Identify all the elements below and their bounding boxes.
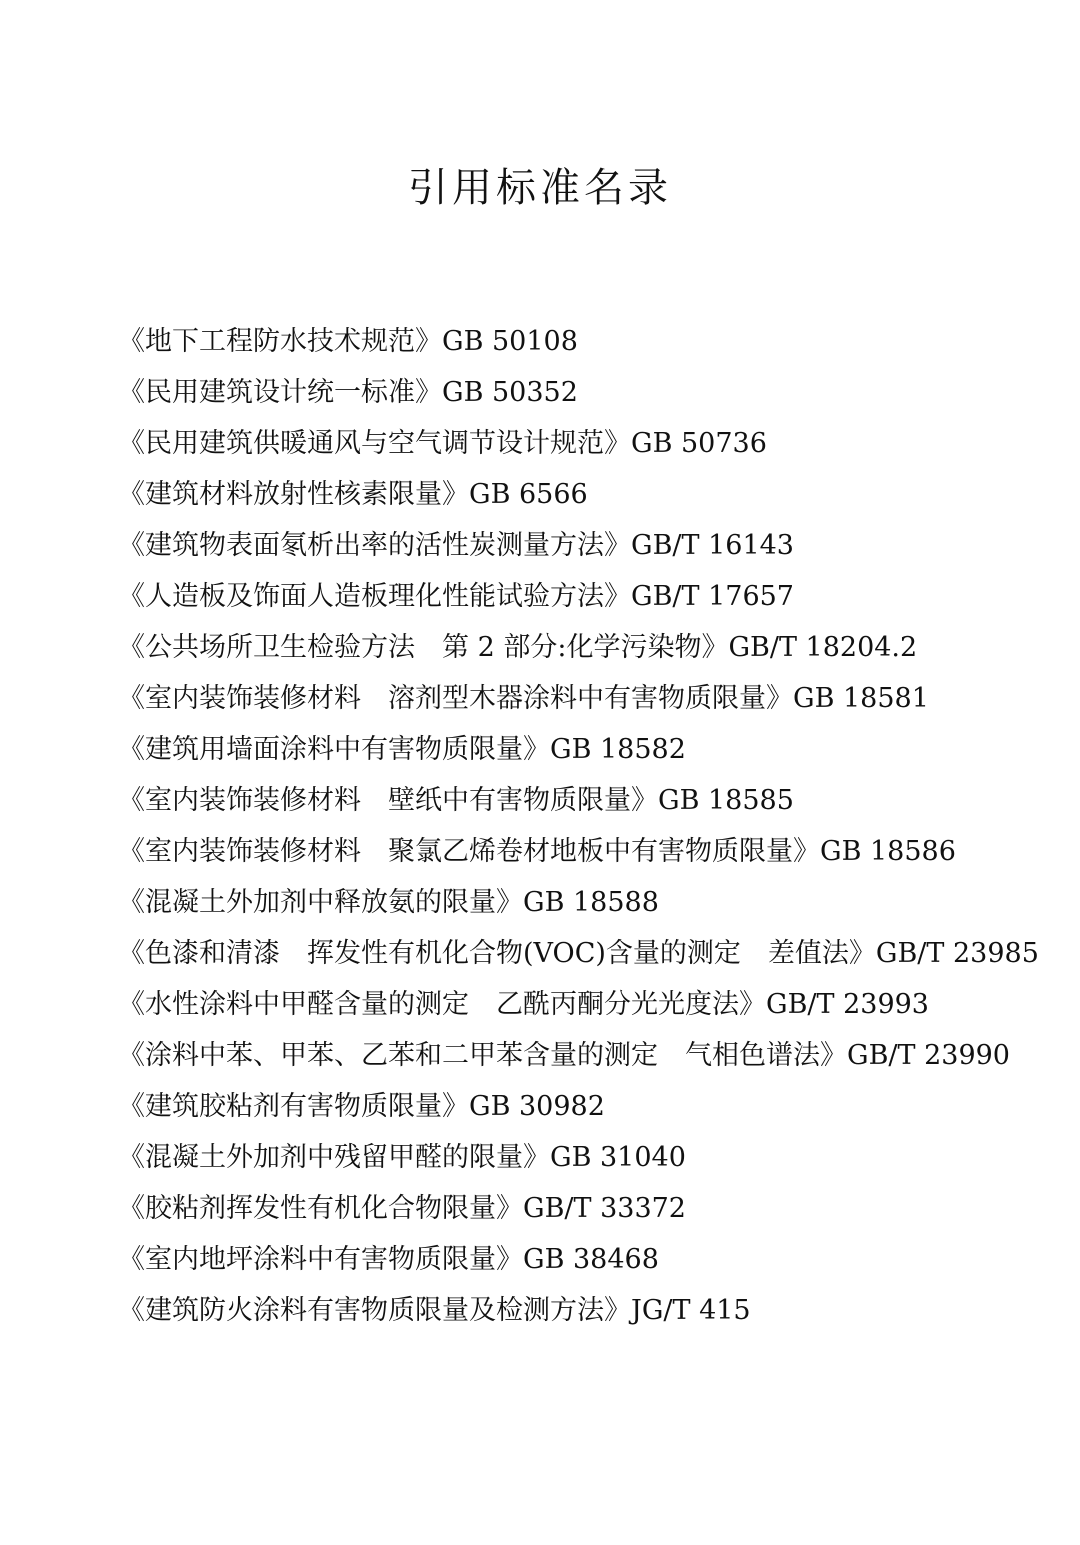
reference-item: [88, 1030, 1040, 1081]
reference-item: [88, 928, 1040, 979]
reference-item: [88, 571, 1040, 622]
reference-item: [88, 1234, 1040, 1285]
reference-item: [88, 1285, 1040, 1336]
reference-item: [88, 979, 1040, 1030]
reference-text: 《涂料中苯、甲苯、乙苯和二甲苯含量的测定 气相色谱法》GB/T 23990: [118, 1040, 1010, 1071]
reference-text: 《民用建筑设计统一标准》GB 50352: [118, 377, 578, 408]
reference-text: 《室内地坪涂料中有害物质限量》GB 38468: [118, 1244, 659, 1275]
reference-text: 《建筑物表面氡析出率的活性炭测量方法》GB/T 16143: [118, 530, 794, 561]
reference-item: [88, 1132, 1040, 1183]
reference-item: [88, 826, 1040, 877]
reference-text: 《公共场所卫生检验方法 第 2 部分:化学污染物》GB/T 18204.2: [118, 632, 918, 663]
reference-item: [88, 367, 1040, 418]
reference-text: 《建筑防火涂料有害物质限量及检测方法》JG/T 415: [118, 1295, 751, 1326]
reference-text: 《建筑材料放射性核素限量》GB 6566: [118, 479, 588, 510]
reference-text: 《人造板及饰面人造板理化性能试验方法》GB/T 17657: [118, 581, 794, 612]
reference-text: 《室内装饰装修材料 壁纸中有害物质限量》GB 18585: [118, 785, 794, 816]
reference-item: [88, 673, 1040, 724]
reference-text: 《建筑用墙面涂料中有害物质限量》GB 18582: [118, 734, 686, 765]
reference-text: 《混凝土外加剂中残留甲醛的限量》GB 31040: [118, 1142, 686, 1173]
reference-item: [88, 1183, 1040, 1234]
reference-text: 《室内装饰装修材料 聚氯乙烯卷材地板中有害物质限量》GB 18586: [118, 836, 956, 867]
reference-item: [88, 724, 1040, 775]
reference-item: [88, 775, 1040, 826]
reference-text: 《建筑胶粘剂有害物质限量》GB 30982: [118, 1091, 605, 1122]
reference-list: [88, 316, 1040, 1336]
reference-item: [88, 469, 1040, 520]
reference-item: [88, 418, 1040, 469]
page-title: 引用标准名录: [408, 165, 672, 211]
reference-text: 《色漆和清漆 挥发性有机化合物(VOC)含量的测定 差值法》GB/T 23985: [118, 938, 1039, 969]
reference-text: 《混凝土外加剂中释放氨的限量》GB 18588: [118, 887, 659, 918]
reference-text: 《胶粘剂挥发性有机化合物限量》GB/T 33372: [118, 1193, 686, 1224]
reference-item: [88, 316, 1040, 367]
reference-item: [88, 622, 1040, 673]
reference-text: 《室内装饰装修材料 溶剂型木器涂料中有害物质限量》GB 18581: [118, 683, 929, 714]
reference-text: 《水性涂料中甲醛含量的测定 乙酰丙酮分光光度法》GB/T 23993: [118, 989, 929, 1020]
reference-item: [88, 877, 1040, 928]
reference-text: 《民用建筑供暖通风与空气调节设计规范》GB 50736: [118, 428, 767, 459]
reference-item: [88, 520, 1040, 571]
reference-text: 《地下工程防水技术规范》GB 50108: [118, 326, 578, 357]
reference-item: [88, 1081, 1040, 1132]
